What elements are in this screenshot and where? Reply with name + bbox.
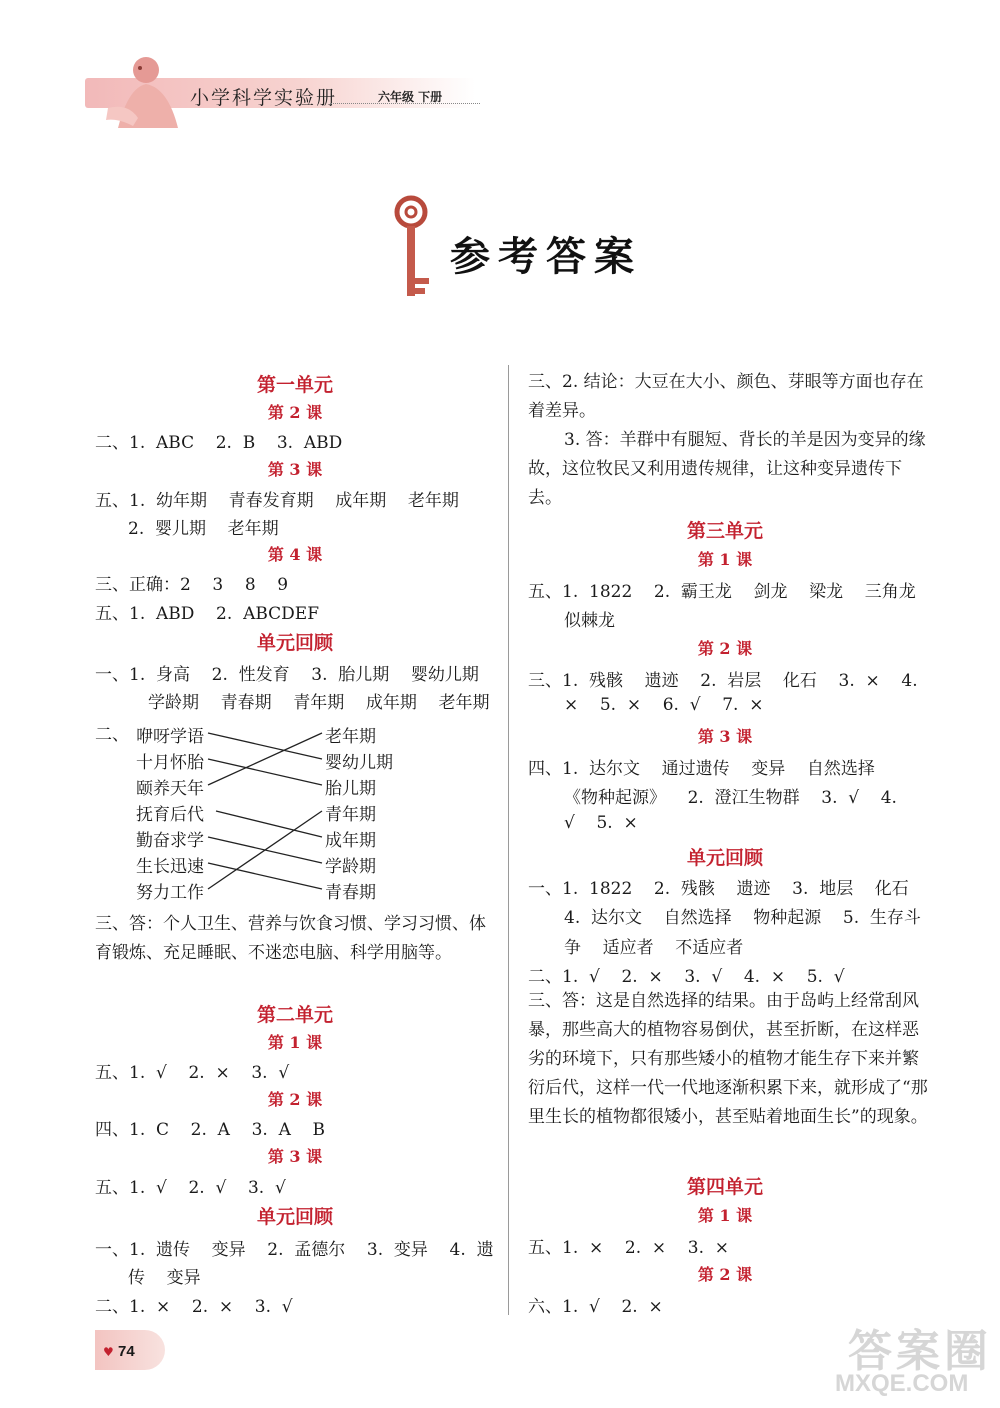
answer-line: 二、: [95, 725, 129, 745]
match-left-item: 颐养天年: [136, 779, 204, 799]
unit-1-title: 第一单元: [256, 374, 333, 396]
answer-line: 似棘龙: [564, 611, 615, 631]
lesson-title: 第 3 课: [697, 727, 753, 746]
answer-line: 五、1. √ 2. √ 3. √: [95, 1178, 286, 1198]
answer-line: 一、1. 遗传 变异 2. 孟德尔 3. 变异 4. 遗: [95, 1240, 494, 1260]
page-title: 参考答案: [450, 233, 642, 280]
match-right-item: 胎儿期: [325, 779, 376, 799]
lesson-title: 第 1 课: [697, 1206, 753, 1225]
answer-line: 三、正确：2 3 8 9: [95, 575, 289, 595]
unit-review-title: 单元回顾: [256, 632, 333, 654]
book-title: 小学科学实验册: [190, 87, 338, 109]
answer-line: 学龄期 青春期 青年期 成年期 老年期: [148, 693, 490, 713]
match-right-item: 青春期: [325, 883, 376, 903]
answer-line: 五、1. × 2. × 3. ×: [528, 1238, 730, 1258]
match-right-item: 学龄期: [325, 857, 376, 877]
answer-line: 五、1. 1822 2. 霸王龙 剑龙 梁龙 三角龙: [528, 582, 916, 602]
match-left-item: 咿呀学语: [136, 727, 204, 747]
lesson-title: 第 2 课: [267, 1090, 323, 1109]
answer-line: 六、1. √ 2. ×: [528, 1297, 663, 1317]
answer-line: 一、1. 1822 2. 残骸 遗迹 3. 地层 化石: [528, 879, 909, 899]
watermark-logo: 答案圈: [848, 1327, 992, 1376]
answer-line: 《物种起源》 2. 澄江生物群 3. √ 4.: [564, 788, 897, 808]
watermark-url: MXQE.COM: [835, 1370, 969, 1397]
answer-line: 五、1. ABD 2. ABCDEF: [95, 604, 319, 624]
lesson-title: 第 1 课: [697, 550, 753, 569]
match-left-item: 勤奋求学: [136, 831, 204, 851]
match-left-item: 生长迅速: [136, 857, 204, 877]
answer-line: 五、1. 幼年期 青春发育期 成年期 老年期: [95, 491, 459, 511]
answer-line: 传 变异: [128, 1268, 201, 1288]
answer-line: 一、1. 身高 2. 性发育 3. 胎儿期 婴幼儿期: [95, 665, 479, 685]
answer-line: 四、1. 达尔文 通过遗传 变异 自然选择: [528, 759, 875, 779]
heart-icon: ♥: [103, 1345, 114, 1359]
unit-review-title: 单元回顾: [686, 847, 763, 869]
answer-paragraph: 3. 答：羊群中有腿短、背长的羊是因为变异的缘故，这位牧民又利用遗传规律，让这种变异遗传下去。: [528, 430, 926, 508]
match-right-item: 成年期: [325, 831, 376, 851]
match-left-item: 努力工作: [136, 883, 204, 903]
answer-line: 三、1. 残骸 遗迹 2. 岩层 化石 3. × 4.: [528, 671, 918, 691]
match-right-item: 青年期: [325, 805, 376, 825]
answer-line: × 5. × 6. √ 7. ×: [564, 695, 764, 715]
match-right-item: 婴幼儿期: [325, 753, 393, 773]
unit-4-title: 第四单元: [686, 1176, 763, 1198]
lesson-title: 第 2 课: [697, 1265, 753, 1284]
answer-paragraph: 三、2. 结论：大豆在大小、颜色、芽眼等方面也存在着差异。: [528, 372, 924, 421]
answer-line: 二、1. ABC 2. B 3. ABD: [95, 433, 343, 453]
answer-line: 争 适应者 不适应者: [564, 938, 744, 958]
lesson-title: 第 3 课: [267, 460, 323, 479]
answer-line: 二、1. √ 2. × 3. √ 4. × 5. √: [528, 967, 845, 987]
answer-line: √ 5. ×: [564, 813, 638, 833]
lesson-title: 第 4 课: [267, 545, 323, 564]
unit-3-title: 第三单元: [686, 520, 763, 542]
match-left-item: 抚育后代: [136, 805, 204, 825]
answer-line: 四、1. C 2. A 3. A B: [95, 1120, 325, 1140]
match-right-item: 老年期: [325, 727, 376, 747]
lesson-title: 第 1 课: [267, 1033, 323, 1052]
answer-line: 2. 婴儿期 老年期: [128, 519, 279, 539]
answer-line: 4. 达尔文 自然选择 物种起源 5. 生存斗: [564, 908, 921, 928]
unit-review-title: 单元回顾: [256, 1206, 333, 1228]
answer-line: 五、1. √ 2. × 3. √: [95, 1063, 290, 1083]
page-number: 74: [118, 1343, 135, 1360]
lesson-title: 第 2 课: [267, 403, 323, 422]
answer-paragraph: 三、答：个人卫生、营养与饮食习惯、学习习惯、体育锻炼、充足睡眠、不迷恋电脑、科学用脑等。: [95, 914, 486, 963]
lesson-title: 第 3 课: [267, 1147, 323, 1166]
grade-label: 六年级 下册: [378, 90, 443, 104]
lesson-title: 第 2 课: [697, 639, 753, 658]
unit-2-title: 第二单元: [256, 1004, 333, 1026]
answer-paragraph: 三、答：这是自然选择的结果。由于岛屿上经常刮风暴，那些高大的植物容易倒伏，甚至折断，在这样恶劣的环境下，只有那些矮小的植物才能生存下来并繁衍后代，这样一代一代地逐渐积累下来，就形成了“那里生长的植物都很矮小，甚至贴着地面生长”的现象。: [528, 991, 928, 1127]
match-left-item: 十月怀胎: [136, 753, 204, 773]
answer-line: 二、1. × 2. × 3. √: [95, 1297, 293, 1317]
